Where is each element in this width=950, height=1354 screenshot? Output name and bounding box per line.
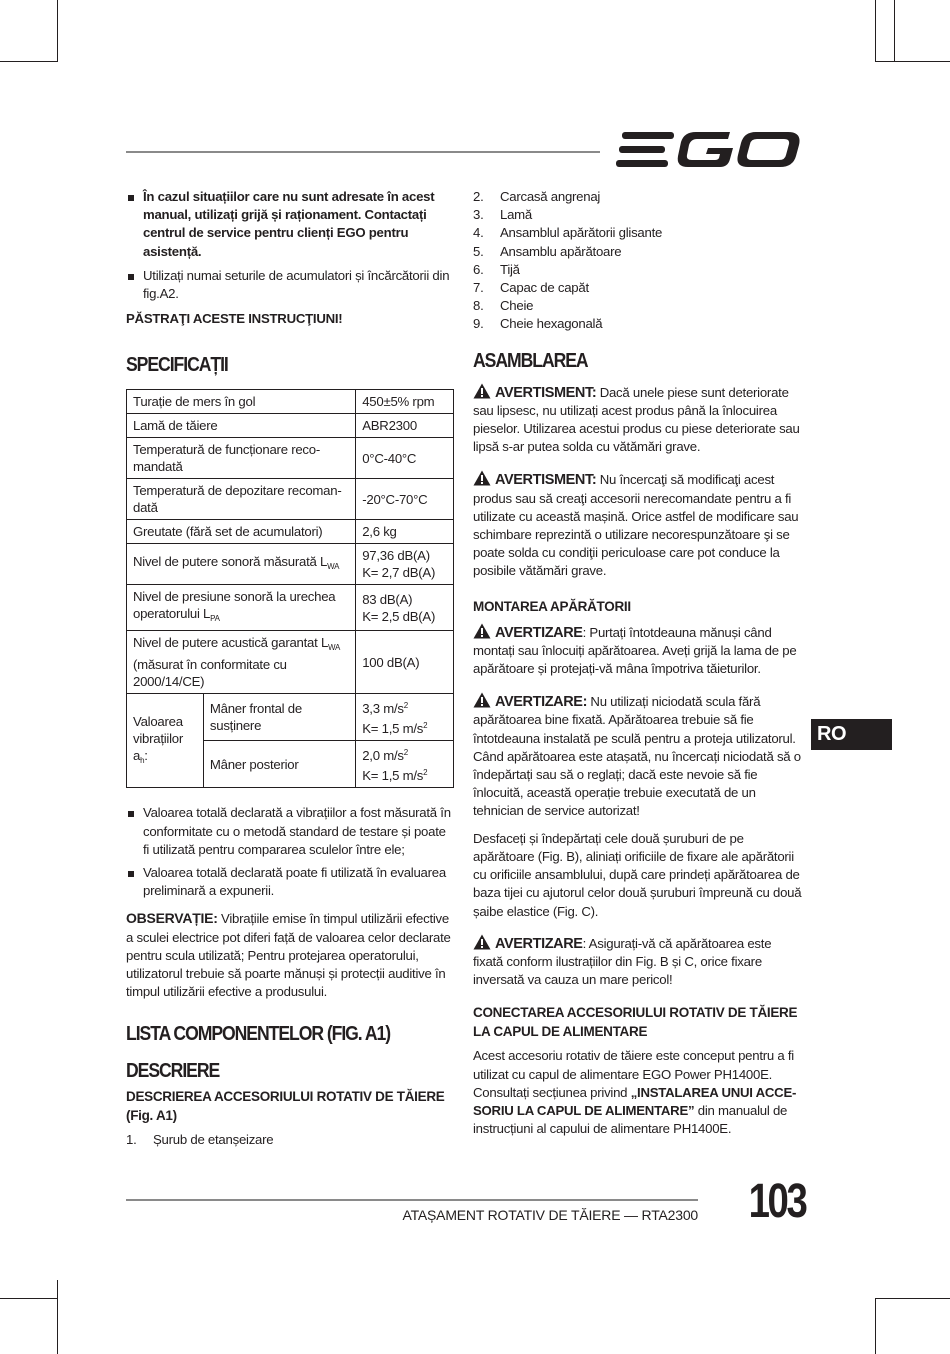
warning-text: : Asigurați-vă că apărătoarea este fixată conform ilustrațiilor din Fig. B și C, orice fixare inversată va cauza un mare pericol!	[473, 935, 772, 988]
bullet-text: Utilizați numai seturile de acumulatori și încărcătorii din fig.A2.	[143, 267, 450, 302]
spec-row	[127, 544, 454, 585]
spec-superscript: 2	[423, 721, 428, 731]
spec-label-text: vibrațiilor a	[133, 730, 184, 763]
list-text: Capac de capăt	[500, 280, 589, 296]
spec-value-line: 3,3 m/s	[362, 701, 404, 717]
spec-value: ABR2300	[356, 414, 454, 438]
warning-label: AVERTIZARE:	[495, 694, 587, 711]
bullet-square-icon	[128, 274, 134, 280]
spec-row	[127, 479, 454, 520]
spec-superscript: 2	[423, 768, 428, 778]
list-item	[473, 315, 803, 333]
connect-paragraph	[473, 1047, 803, 1138]
crop-mark	[875, 1298, 876, 1354]
ego-logo	[616, 128, 802, 172]
component-list	[126, 1131, 454, 1149]
spec-value	[356, 585, 454, 631]
list-number: 8.	[473, 298, 484, 314]
list-number: 2.	[473, 189, 484, 204]
spec-value-line: 83 dB(A)	[362, 591, 413, 607]
spec-label-text: Nivel de presiune sonoră la urechea	[133, 589, 336, 605]
bullet-text: Valoarea totală declarată poate fi utilizată în evaluarea preliminară a expunerii.	[143, 865, 446, 899]
warning-label: AVERTIZARE	[495, 935, 583, 952]
spec-value: -20°C-70°C	[356, 479, 454, 520]
spec-label-text: 2000/14/CE)	[133, 674, 205, 690]
bullet-item	[126, 804, 454, 859]
crop-mark	[894, 0, 895, 62]
spec-subscript: h	[140, 755, 145, 765]
warning-paragraph	[473, 470, 803, 580]
warning-triangle-icon	[473, 623, 491, 639]
spec-value: 2,6 kg	[356, 520, 454, 544]
spec-value-line: 97,36 dB(A)	[362, 548, 430, 564]
warning-text: Dacă unele piese sunt deteriorate sau lipsesc, nu utilizați acest produs până la înlocuirea pieselor. Utilizarea acestui produs cu piese deteriorate sau lipsă s-ar putea solda cu vătămări grave.	[473, 384, 800, 455]
spec-label	[127, 631, 356, 694]
spec-value-line: K= 2,7 dB(A)	[362, 565, 436, 581]
crop-mark	[0, 61, 58, 62]
connect-text-bold: „INSTALAREA UNUI ACCE-SORIU LA CAPUL DE ALIMENTARE”	[473, 1084, 797, 1118]
connect-text: Acest accesoriu rotativ de tăiere este conceput pentru a fi utilizat cu capul de alimentare EGO Power PH1400E. Consultați secțiunea privind	[473, 1048, 794, 1100]
rear-handle-label: Mâner posterior	[203, 741, 355, 788]
spec-value-line: K= 1,5 m/s	[362, 721, 424, 737]
spec-subscript: PA	[210, 614, 220, 624]
note-label: OBSERVAȚIE:	[126, 910, 218, 927]
bullet-item	[126, 188, 454, 261]
spec-row	[127, 694, 454, 741]
spec-superscript: 2	[403, 748, 408, 758]
spec-value: 100 dB(A)	[356, 631, 454, 694]
spec-row	[127, 585, 454, 631]
spec-label-text: Valoarea	[133, 713, 183, 729]
header-rule	[126, 151, 600, 153]
left-column	[126, 188, 454, 1150]
spec-subscript: WA	[327, 562, 340, 572]
warning-text: Nu utilizați niciodată scula fără apărătoarea bine fixată. Apărătoarea trebuie să fie întotdeauna instalată pe sculă pentru a proteja utilizatorul. Când apărătoarea este atașată, nu încercați niciodată să o îndepărtați sau să o reglați; dacă este nevoie să fie înlocuită, această operație trebuie executată de un tehnician de service autorizat!	[473, 694, 801, 819]
warning-text: : Purtați întotdeauna mănuși când montați sau înlocuiți apărătoarea. Aveți grijă la lama de pe apărătoare și protejați-vă mâna împotriva tăieturilor.	[473, 624, 797, 677]
list-text: Carcasă angrenaj	[500, 189, 601, 204]
language-tab: RO	[811, 719, 892, 750]
crop-mark	[875, 1298, 950, 1299]
note-text: Vibrațiile emise în timpul utilizării efective a sculei electrice pot diferi față de valoarea celor declarate pentru scula utilizată; Pentru protejarea operatorului, utilizatorul trebuie să poarte mănuși și protecții auditive în timpul utilizării efective a produsului.	[126, 911, 451, 1000]
crop-mark	[875, 61, 950, 62]
list-text: Tijă	[500, 261, 520, 277]
connect-text: din manualul de instrucțiuni al capului de alimentare PH1400E.	[473, 1102, 788, 1137]
warning-label: AVERTIZARE	[495, 624, 583, 641]
warning-triangle-icon	[473, 470, 491, 486]
bullet-text: În cazul situațiilor care nu sunt adresate în acest manual, utilizați grijă și raționament. Contactați centrul de service pentru clienți EGO pentru asistență.	[143, 189, 435, 259]
spec-label: Temperatură de depozitare recoman-dată	[127, 479, 356, 520]
warning-paragraph	[473, 623, 803, 679]
list-item	[473, 206, 803, 224]
spec-label	[127, 585, 356, 631]
list-item	[473, 188, 803, 206]
list-item	[126, 1131, 454, 1149]
spec-value-line: 2,0 m/s	[362, 748, 404, 764]
warning-paragraph	[473, 383, 803, 457]
spec-value	[356, 694, 454, 741]
list-text: Cheie hexagonală	[500, 316, 603, 332]
list-number: 3.	[473, 207, 484, 223]
spec-label-text: (măsurat în conformitate cu	[133, 657, 287, 673]
components-heading: LISTA COMPONENTELOR (FIG. A1)	[126, 1023, 391, 1046]
list-text: Ansamblu apărătoare	[500, 243, 622, 259]
spec-label	[127, 544, 356, 585]
description-subheading: DESCRIEREA ACCESORIULUI ROTATIV DE TĂIERE (Fig. A1)	[126, 1089, 445, 1124]
spec-superscript: 2	[403, 701, 408, 711]
warning-triangle-icon	[473, 692, 491, 708]
note-paragraph	[126, 909, 454, 1001]
spec-subscript: WA	[328, 643, 341, 653]
warning-paragraph	[473, 934, 803, 990]
spec-row	[127, 631, 454, 694]
assembly-heading: ASAMBLAREA	[473, 349, 588, 372]
spec-label: Turație de mers în gol	[127, 390, 356, 414]
warning-label: AVERTISMENT:	[495, 384, 597, 401]
right-column	[473, 188, 803, 1145]
front-handle-label: Mâner frontal de susținere	[203, 694, 355, 741]
warning-text: Nu încercaţi să modificaţi acest produs sau să creaţi accesorii nerecomandate pentru a fi utilizate cu această mașină. Orice astfel de modificare sau schimbare reprezintă o utilizare necorespunzătoare şi se poate solda cu condiţii periculoase care pot conduce la posibile vătămări grave.	[473, 472, 799, 579]
spec-value	[356, 741, 454, 788]
list-item	[473, 279, 803, 297]
list-text: Lamă	[500, 207, 532, 223]
list-number: 6.	[473, 261, 484, 277]
list-item	[473, 261, 803, 279]
spec-label: Greutate (fără set de acumulatori)	[127, 520, 356, 544]
warning-triangle-icon	[473, 383, 491, 399]
connect-heading: CONECTAREA ACCESORIULUI ROTATIV DE TĂIERE LA CAPUL DE ALIMENTARE	[473, 1005, 798, 1040]
keep-instructions: PĂSTRAŢI ACESTE INSTRUCŢIUNI!	[126, 311, 343, 327]
list-text: Cheie	[500, 298, 534, 314]
bullet-square-icon	[128, 195, 134, 201]
footer-title: ATAȘAMENT ROTATIV DE TĂIERE — RTA2300	[402, 1207, 698, 1223]
spec-row	[127, 390, 454, 414]
spec-value	[356, 544, 454, 585]
spec-label-text: Nivel de putere acustică garantat L	[133, 635, 329, 651]
list-number: 5.	[473, 243, 484, 259]
description-heading: DESCRIERE	[126, 1060, 220, 1083]
list-item	[473, 224, 803, 242]
list-item	[473, 297, 803, 315]
spec-label-text: operatorului L	[133, 606, 211, 622]
spec-heading: SPECIFICAȚII	[126, 354, 228, 377]
guard-heading: MONTAREA APĂRĂTORII	[473, 598, 631, 614]
list-item	[473, 243, 803, 261]
bullet-item	[126, 267, 454, 303]
warning-paragraph	[473, 692, 803, 820]
spec-label-text: :	[144, 747, 148, 763]
spec-value-line: K= 2,5 dB(A)	[362, 608, 436, 624]
crop-mark	[57, 1280, 58, 1354]
list-text: Șurub de etanșeizare	[153, 1132, 274, 1148]
spec-row	[127, 438, 454, 479]
bullet-square-icon	[128, 871, 134, 877]
guard-instructions: Desfaceți și îndepărtați cele două șuruburi de pe apărătoare (Fig. B), aliniați orificiile de fixare ale apărătorii cu orificiile ansamblului, după care prindeți apărătoarea de baza tijei cu ajutorul celor două șuruburi împreună cu două șaibe elastice (Fig. C).	[473, 830, 802, 919]
list-number: 7.	[473, 280, 484, 296]
spec-row	[127, 414, 454, 438]
vibration-label	[127, 694, 204, 788]
bullet-square-icon	[128, 811, 134, 817]
spec-value: 0°C-40°C	[356, 438, 454, 479]
list-number: 9.	[473, 316, 484, 332]
component-list	[473, 188, 803, 334]
spec-row	[127, 520, 454, 544]
bullet-text: Valoarea totală declarată a vibrațiilor a fost măsurată în conformitate cu o metodă standard de testare și poate fi utilizată pentru compararea sculelor între ele;	[143, 805, 451, 857]
spec-table	[126, 389, 454, 788]
spec-label: Lamă de tăiere	[127, 414, 356, 438]
list-text: Ansamblul apărătorii glisante	[500, 225, 663, 241]
spec-label: Temperatură de funcționare reco-mandată	[127, 438, 356, 479]
page-number: 103	[748, 1175, 806, 1228]
spec-value: 450±5% rpm	[356, 390, 454, 414]
crop-mark	[875, 0, 876, 62]
warning-label: AVERTISMENT:	[495, 472, 597, 489]
list-number: 4.	[473, 225, 484, 241]
bullet-item	[126, 864, 454, 900]
spec-label-text: Nivel de putere sonoră măsurată L	[133, 554, 328, 570]
spec-value-line: K= 1,5 m/s	[362, 768, 424, 784]
footer-rule	[126, 1199, 698, 1201]
warning-triangle-icon	[473, 934, 491, 950]
crop-mark	[0, 1298, 58, 1299]
crop-mark	[57, 0, 58, 62]
list-number: 1.	[126, 1132, 137, 1148]
